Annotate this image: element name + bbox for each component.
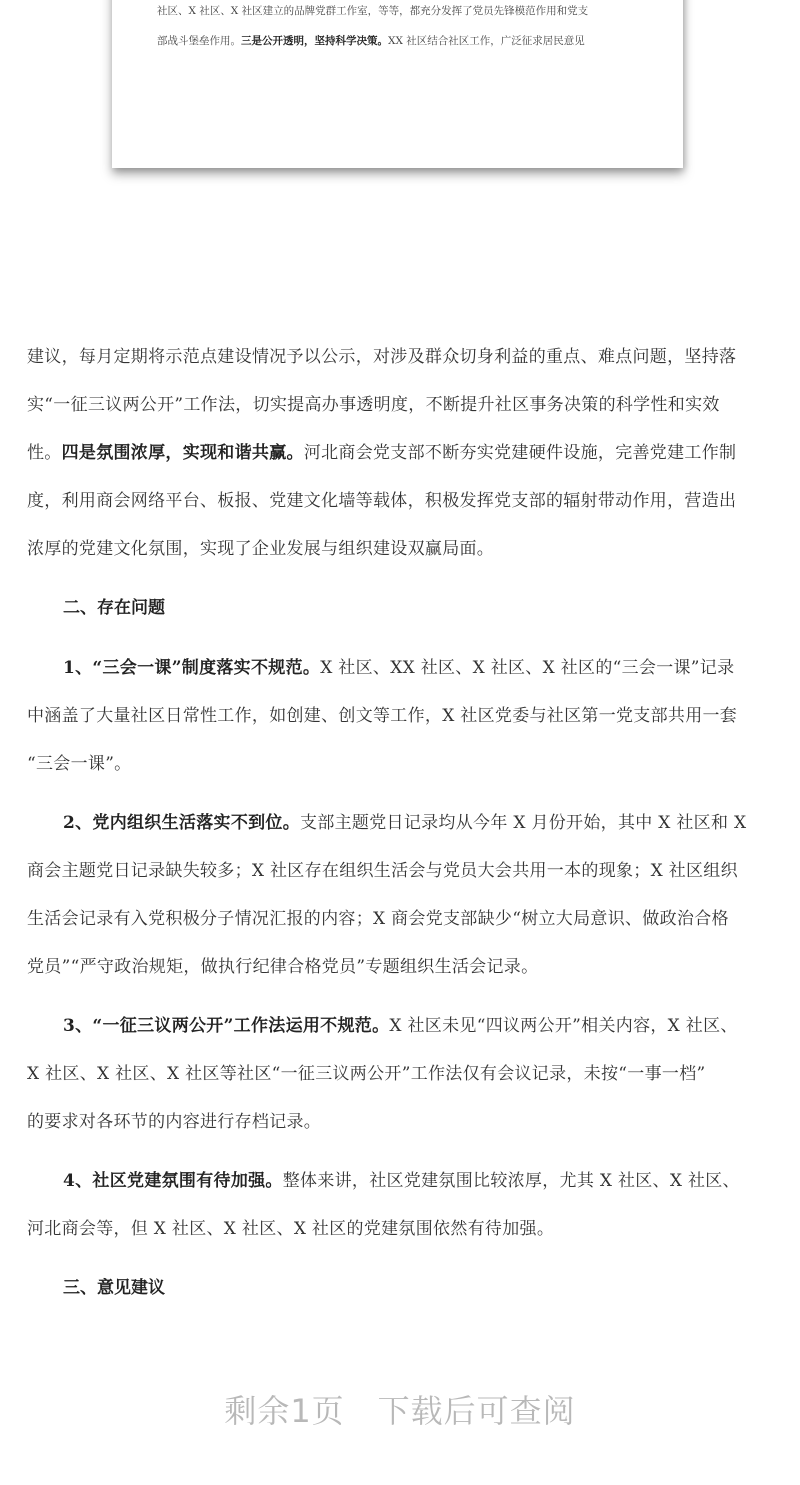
text-segment: 整体来讲，社区党建氛围比较浓厚，尤其 X 社区、X 社区、	[282, 1171, 740, 1191]
text-line: 生活会记录有入党积极分子情况汇报的内容；X 商会党支部缺少“树立大局意识、做政治合格	[27, 909, 729, 929]
text-line: 河北商会等，但 X 社区、X 社区、X 社区的党建氛围依然有待加强。	[27, 1219, 555, 1239]
section-heading-problems: 二、存在问题	[63, 598, 165, 618]
text-segment: 河北商会党支部不断夯实党建硬件设施，完善党建工作制	[303, 443, 737, 463]
text-segment: 性。	[27, 443, 62, 463]
text-segment: 支部主题党日记录均从今年 X 月份开始，其中 X 社区和 X	[300, 813, 747, 833]
text-line	[27, 441, 736, 465]
previous-page-preview-card	[112, 0, 683, 168]
preview-line-2	[157, 34, 657, 48]
preview-line-1: 社区、X 社区、X 社区建立的品牌党群工作室，等等，都充分发挥了党员先锋模范作用和党支	[157, 5, 589, 17]
bold-lead: 四是氛围浓厚，实现和谐共赢。	[61, 443, 304, 463]
text-line: X 社区、X 社区、X 社区等社区“一征三议两公开”工作法仅有会议记录，未按“一事一档”	[27, 1064, 706, 1084]
text-line: 的要求对各环节的内容进行存档记录。	[27, 1112, 322, 1132]
text-line: 浓厚的党建文化氛围，实现了企业发展与组织建设双赢局面。	[27, 539, 495, 559]
text-line	[63, 656, 734, 680]
text-segment: X 社区、XX 社区、X 社区、X 社区的“三会一课”记录	[320, 658, 735, 678]
text-line: 建议，每月定期将示范点建设情况予以公示，对涉及群众切身利益的重点、难点问题，坚持落	[27, 347, 737, 367]
text-line	[63, 811, 746, 835]
text-line	[63, 1169, 740, 1193]
item-title: 3、“一征三议两公开”工作法运用不规范。	[63, 1016, 390, 1036]
text-line: 度，利用商会网络平台、板报、党建文化墙等载体，积极发挥党支部的辐射带动作用，营造出	[27, 491, 737, 511]
item-title: 1、“三会一课”制度落实不规范。	[63, 658, 321, 678]
item-title: 4、社区党建氛围有待加强。	[63, 1171, 283, 1191]
text-line: 商会主题党日记录缺失较多；X 社区存在组织生活会与党员大会共用一本的现象；X 社区组织	[27, 861, 738, 881]
preview-line-2-tail: XX 社区结合社区工作，广泛征求居民意见	[388, 35, 585, 47]
text-line: 中涵盖了大量社区日常性工作，如创建、创文等工作，X 社区党委与社区第一党支部共用一套	[27, 706, 738, 726]
text-segment: X 社区未见“四议两公开”相关内容，X 社区、	[389, 1016, 738, 1036]
item-title: 2、党内组织生活落实不到位。	[63, 813, 301, 833]
section-heading-suggestions: 三、意见建议	[63, 1278, 165, 1298]
text-line: 实“一征三议两公开”工作法，切实提高办事透明度，不断提升社区事务决策的科学性和实效	[27, 395, 720, 415]
text-line: 党员”“严守政治规矩，做执行纪律合格党员”专题组织生活会记录。	[27, 957, 539, 977]
remaining-pages-notice[interactable]: 剩余1页 下载后可查阅	[224, 1392, 576, 1430]
text-line: “三会一课”。	[27, 754, 132, 774]
preview-line-2-text: 部战斗堡垒作用。	[157, 35, 241, 47]
text-line	[63, 1014, 738, 1038]
preview-line-2-bold: 三是公开透明，坚持科学决策。	[241, 35, 388, 47]
